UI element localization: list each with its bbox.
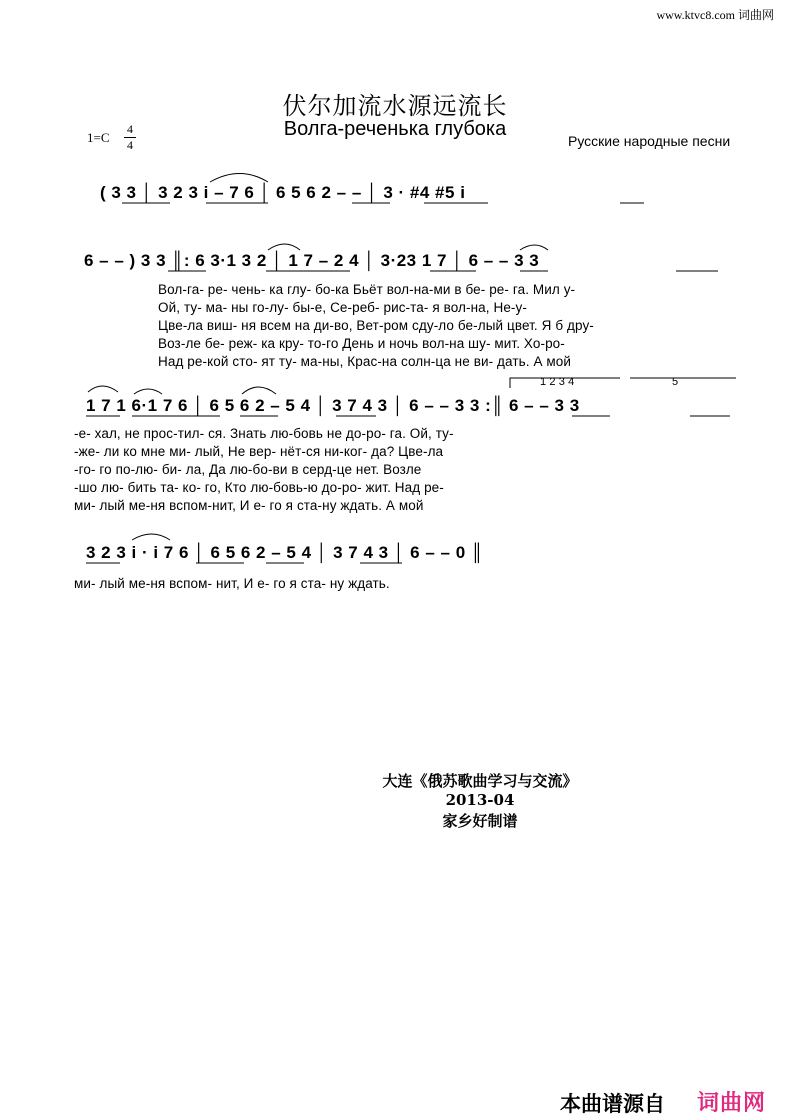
time-signature xyxy=(124,122,136,153)
lyric-row-3-verse-1: -е- хал, не прос-тил- ся. Знать лю-бовь не до-ро- га. Ой, ту- xyxy=(74,426,454,441)
footer-source: 大连《俄苏歌曲学习与交流》 xyxy=(382,772,578,790)
site-watermark: www.ktvc8.com 词曲网 xyxy=(656,8,774,22)
notation-row-3: 1 7 1 6·1 7 6 │ 6 5 6 2 – 5 4 │ 3 7 4 3 │ 6 – – 3 3 :║ 6 – – 3 3 xyxy=(86,396,580,415)
brand-source-text: 本曲谱源自 xyxy=(560,1092,665,1116)
subtitle: Русские народные песни xyxy=(568,133,731,149)
notation-row-4: 3 2 3 i · i 7 6 │ 6 5 6 2 – 5 4 │ 3 7 4 3 │ 6 – – 0 ║ xyxy=(86,543,484,562)
notation-row-2: 6 – – ) 3 3 ║: 6 3·1 3 2 │ 1 7 – 2 4 │ 3·23 1 7 │ 6 – – 3 3 xyxy=(84,251,540,270)
lyric-row-2-verse-3: Цве-ла виш- ня всем на ди-во, Вет-ром сду-ло бе-лый цвет. Я б дру- xyxy=(158,318,594,333)
title-chinese: 伏尔加流水源远流长 xyxy=(282,92,508,120)
brand-logo-text[interactable]: 词曲网 xyxy=(697,1091,767,1116)
volta-1-label: 1 2 3 4 xyxy=(540,376,575,388)
key-signature: 1=C xyxy=(87,130,110,145)
lyric-row-2-verse-1: Вол-га- ре- чень- ка глу- бо-ка Бьёт вол-на-ми в бе- ре- га. Мил у- xyxy=(158,282,576,297)
notation-row-1: ( 3 3 │ 3 2 3 i – 7 6 │ 6 5 6 2 – – │ 3 · #4 #5 i xyxy=(100,183,466,202)
lyric-row-2-verse-5: Над ре-кой сто- ят ту- ма-ны, Крас-на солн-ца не ви- дать. А мой xyxy=(158,354,572,369)
lyric-row-3-verse-2: -же- ли ко мне ми- лый, Не вер- нёт-ся ни-ког- да? Цве-ла xyxy=(74,444,444,459)
title-russian: Волга-реченька глубока xyxy=(283,118,507,140)
footer-author: 家乡好制谱 xyxy=(442,812,518,830)
time-top: 4 xyxy=(127,122,133,136)
time-bottom: 4 xyxy=(124,137,136,153)
lyric-row-2-verse-2: Ой, ту- ма- ны го-лу- бы-е, Се-реб- рис-та- я вол-на, Не-у- xyxy=(158,300,527,315)
lyric-row-3-verse-4: -шо лю- бить та- ко- го, Кто лю-бовь-ю до-ро- жит. Над ре- xyxy=(74,480,444,495)
lyric-row-2-verse-4: Воз-ле бе- реж- ка кру- то-го День и ночь вол-на шу- мит. Хо-ро- xyxy=(158,336,565,351)
lyric-row-3-verse-3: -го- го по-лю- би- ла, Да лю-бо-ви в серд-це нет. Возле xyxy=(74,462,422,477)
volta-2-label: 5 xyxy=(672,376,679,388)
lyric-row-4-verse-1: ми- лый ме-ня вспом- нит, И е- го я ста- ну ждать. xyxy=(74,576,390,591)
footer-date: 2013-04 xyxy=(445,791,515,809)
lyric-row-3-verse-5: ми- лый ме-ня вспом-нит, И е- го я ста-ну ждать. А мой xyxy=(74,498,424,513)
